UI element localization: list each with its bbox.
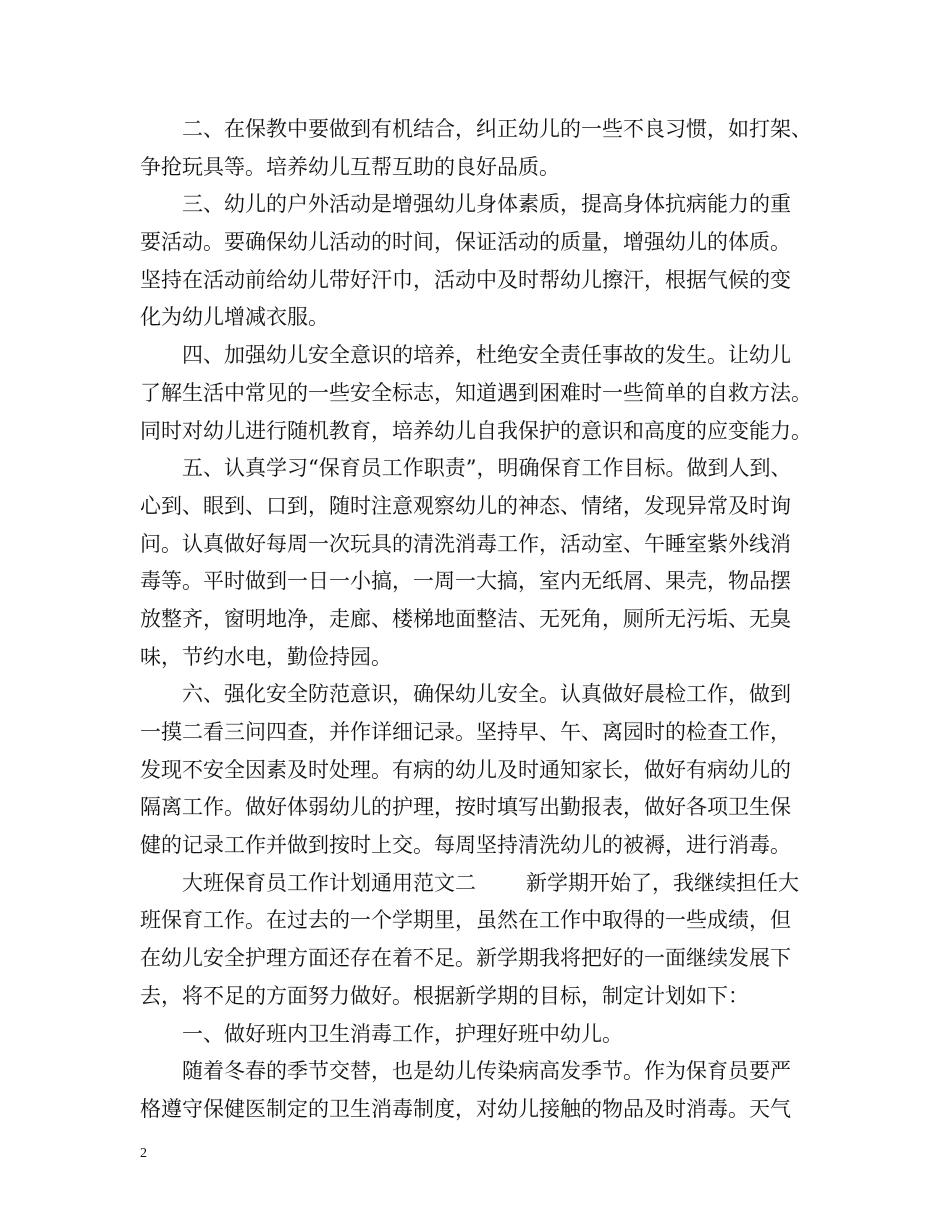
paragraph-line: 了解生活中常见的一些安全标志，知道遇到困难时一些简单的自救方法。 (140, 380, 812, 405)
paragraph-line: 味，节约水电，勤俭持园。 (140, 644, 392, 669)
paragraph-line: 心到、眼到、口到，随时注意观察幼儿的神态、情绪，发现异常及时询 (140, 493, 791, 518)
section-title: 大班保育员工作计划通用范文二 (182, 870, 476, 895)
paragraph-line: 问。认真做好每周一次玩具的清洗消毒工作，活动室、午睡室紫外线消 (140, 531, 791, 556)
paragraph-line: 健的记录工作并做到按时上交。每周坚持清洗幼儿的被褥，进行消毒。 (140, 833, 791, 858)
paragraph-line: 发现不安全因素及时处理。有病的幼儿及时通知家长，做好有病幼儿的 (140, 757, 791, 782)
page-number: 2 (140, 1146, 147, 1161)
section-heading-line (140, 865, 825, 903)
paragraph-line: 随着冬春的季节交替，也是幼儿传染病高发季节。作为保育员要严 (182, 1059, 791, 1084)
paragraph-line: 要活动。要确保幼儿活动的时间，保证活动的质量，增强幼儿的体质。 (140, 230, 791, 255)
paragraph-line: 在幼儿安全护理方面还存在着不足。新学期我将把好的一面继续发展下 (140, 946, 791, 971)
paragraph-line: 争抢玩具等。培养幼儿互帮互助的良好品质。 (140, 154, 560, 179)
paragraph-line: 班保育工作。在过去的一个学期里，虽然在工作中取得的一些成绩，但 (140, 908, 791, 933)
paragraph-line: 一摸二看三问四查，并作详细记录。坚持早、午、离园时的检查工作， (140, 720, 791, 744)
paragraph-text: 新学期开始了，我继续担任大 (526, 870, 799, 895)
paragraph-line: 四、加强幼儿安全意识的培养，杜绝安全责任事故的发生。让幼儿 (182, 343, 791, 368)
paragraph-line: 放整齐，窗明地净，走廊、楼梯地面整洁、无死角，厕所无污垢、无臭 (140, 606, 791, 631)
paragraph-line: 毒等。平时做到一日一小搞，一周一大搞，室内无纸屑、果壳，物品摆 (140, 569, 791, 594)
paragraph-line: 一、做好班内卫生消毒工作，护理好班中幼儿。 (182, 1021, 623, 1046)
paragraph-line: 二、在保教中要做到有机结合，纠正幼儿的一些不良习惯，如打架、 (182, 117, 812, 141)
paragraph-line: 同时对幼儿进行随机教育，培养幼儿自我保护的意识和高度的应变能力。 (140, 418, 812, 443)
paragraph-line: 去，将不足的方面努力做好。根据新学期的目标，制定计划如下： (140, 983, 749, 1008)
paragraph-line: 六、强化安全防范意识，确保幼儿安全。认真做好晨检工作，做到 (182, 682, 791, 707)
paragraph-line: 坚持在活动前给幼儿带好汗巾，活动中及时帮幼儿擦汗，根据气候的变 (140, 267, 791, 292)
paragraph-line: 隔离工作。做好体弱幼儿的护理，按时填写出勤报表，做好各项卫生保 (140, 795, 791, 820)
paragraph-line: 三、幼儿的户外活动是增强幼儿身体素质，提高身体抗病能力的重 (182, 192, 791, 217)
paragraph-line: 格遵守保健医制定的卫生消毒制度，对幼儿接触的物品及时消毒。天气 (140, 1096, 791, 1121)
document-body (140, 111, 825, 1129)
paragraph-line: 五、认真学习“保育员工作职责”，明确保育工作目标。做到人到、 (182, 456, 792, 481)
paragraph-line: 化为幼儿增减衣服。 (140, 305, 329, 330)
